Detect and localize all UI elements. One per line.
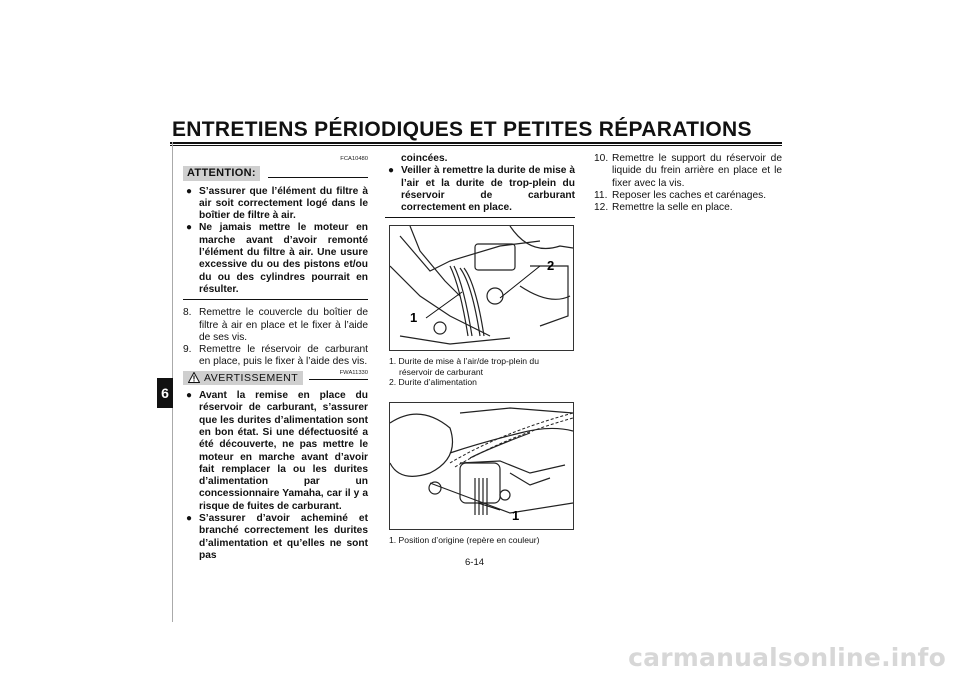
figure-1-captions	[389, 356, 574, 388]
bullet-icon: ●	[186, 185, 193, 197]
step-item: 10. Remettre le support du réservoir de liquide du frein arrière en place et le fixer avec la vis.	[594, 153, 782, 189]
attention-item: ● S’assurer que l’élément du filtre à air soit correctement logé dans le boîtier de filtre à air.	[186, 185, 368, 222]
col2-end-rule	[385, 217, 575, 218]
caption-item: 1. Durite de mise à l’air/de trop-plein du réservoir de carburant	[389, 356, 539, 377]
figure-original-position	[389, 402, 574, 530]
bullet-icon: ●	[388, 165, 395, 177]
callout-1: 1	[512, 508, 520, 523]
attention-code: FCA10480	[340, 156, 368, 162]
caption-item: 2. Durite d’alimentation	[389, 377, 477, 388]
title-rule	[170, 142, 782, 146]
step-item: 11. Reposer les caches et carénages.	[594, 189, 767, 201]
step-item: 8. Remettre le couvercle du boîtier de filtre à air en place et le fixer à l’aide de ses vis.	[183, 307, 368, 343]
callout-2: 2	[547, 258, 555, 273]
figure-fuel-hoses	[389, 225, 574, 351]
fuel-hoses-illustration	[390, 226, 573, 350]
col2-bullet-item: ● Veiller à remettre la durite de mise à l’air et la durite de trop-plein du réservoir de carburant correctement en place.	[388, 165, 575, 214]
warning-item: ● S’assurer d’avoir acheminé et branché correctement les durites d’alimentation et qu’elles ne sont pas	[186, 513, 368, 561]
bullet-icon: ●	[186, 222, 193, 234]
warning-triangle-icon	[188, 372, 200, 383]
page-title: ENTRETIENS PÉRIODIQUES ET PETITES RÉPARATIONS	[172, 118, 752, 141]
bullet-icon: ●	[186, 513, 193, 525]
column-2	[385, 153, 575, 218]
attention-item: ● Ne jamais mettre le moteur en marche avant d’avoir remonté l’élément du filtre à air. Une usure excessive du ou des pistons et/ou du ou des cylindres pourrait en résulter.	[186, 222, 368, 295]
warning-label: AVERTISSEMENT	[183, 371, 303, 385]
continued-text: coincées.	[401, 153, 448, 164]
attention-end-rule	[183, 299, 368, 300]
column-3	[594, 153, 782, 214]
watermark: carmanualsonline.info	[628, 643, 946, 672]
page-number: 6-14	[465, 557, 485, 568]
step-item: 12. Remettre la selle en place.	[594, 202, 733, 214]
caption-item: 1. Position d’origine (repère en couleur)	[389, 535, 540, 545]
original-position-illustration	[390, 403, 573, 529]
callout-1: 1	[410, 310, 418, 325]
figure-2-captions	[389, 535, 574, 546]
attention-label: ATTENTION:	[183, 166, 260, 180]
step-item: 9. Remettre le réservoir de carburant en place, puis le fixer à l’aide des vis.	[183, 344, 368, 368]
bullet-icon: ●	[186, 390, 193, 402]
warning-code: FWA11330	[339, 370, 368, 377]
warning-item: ● Avant la remise en place du réservoir de carburant, s’assurer que les durites d’alimentation sont en bon état. Si une défectuosité a été découverte, ne pas mettre le moteur en marche avant d’avoir fait remplacer la ou les durites d’alimentation par un concessionnaire Yamaha, car il y a risque de fuites de carburant.	[186, 390, 368, 512]
column-1	[183, 153, 368, 562]
attention-rule	[268, 177, 368, 178]
chapter-tab: 6	[157, 378, 173, 408]
